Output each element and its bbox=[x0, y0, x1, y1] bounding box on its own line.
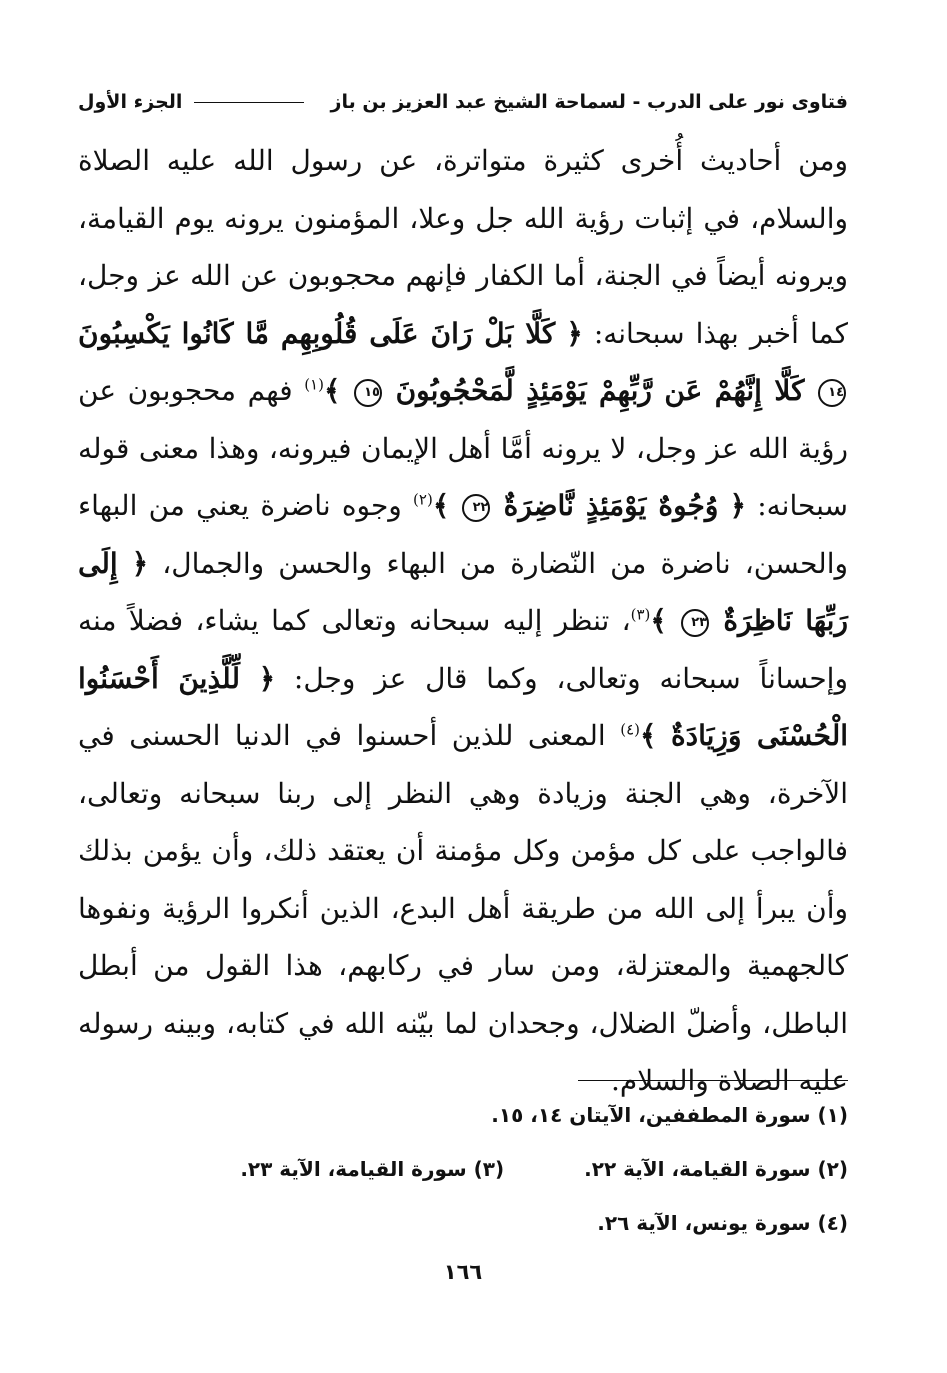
footnote-ref: (٤) bbox=[620, 720, 641, 739]
book-page bbox=[78, 80, 848, 1310]
quran-verse: كَلَّا إِنَّهُمْ عَن رَّبِّهِمْ يَوْمَئِذٍ لَّمَحْجُوبُونَ bbox=[395, 374, 805, 407]
text-segment: ومن أحاديث أُخرى كثيرة متواترة، عن رسول الله عليه الصلاة والسلام، في إثبات رؤية الله جل وعلا، المؤمنون يرونه يوم القيامة، ويرونه أيضاً في الجنة، أما الكفار فإنهم محجوبون عن الله عز وجل، كما أخبر بهذا سبحانه: bbox=[78, 144, 848, 350]
quran-open-brace: ﴿ bbox=[258, 661, 276, 695]
footnote-ref: (١) bbox=[304, 375, 324, 394]
footnote-ref: (٣) bbox=[630, 605, 651, 624]
footnote-line bbox=[78, 1142, 848, 1196]
header-title: فتاوى نور على الدرب - لسماحة الشيخ عبد العزيز بن باز bbox=[330, 91, 848, 113]
footnotes bbox=[78, 1088, 848, 1250]
footnote-4: (٤) سورة يونس، الآية ٢٦. bbox=[597, 1211, 848, 1235]
quran-verse: كَلَّا بَلْ رَانَ عَلَى قُلُوبِهِم مَّا كَانُوا يَكْسِبُونَ bbox=[78, 316, 556, 350]
running-header bbox=[78, 80, 848, 124]
quran-close-brace: ﴾ bbox=[640, 719, 657, 752]
ayah-number-marker: ٢٣ bbox=[681, 609, 709, 637]
text-segment: فهم محجوبون عن رؤية الله عز وجل، لا يرونه أمَّا أهل الإيمان فيرونه، وهذا معنى قوله سبحانه: bbox=[78, 374, 848, 522]
main-text bbox=[78, 132, 848, 1110]
footnote-1: (١) سورة المطففين، الآيتان ١٤، ١٥. bbox=[491, 1103, 848, 1127]
quran-close-brace: ﴾ bbox=[432, 489, 450, 522]
footnote-separator bbox=[578, 1080, 848, 1081]
footnote-3: (٣) سورة القيامة، الآية ٢٣. bbox=[240, 1157, 505, 1181]
quran-verse: لِّلَّذِينَ أَحْسَنُوا الْحُسْنَى وَزِيَادَةٌ bbox=[78, 661, 849, 752]
header-volume: الجزء الأول bbox=[78, 91, 183, 113]
quran-verse: وُجُوهٌ يَوْمَئِذٍ نَّاضِرَةٌ bbox=[503, 489, 719, 522]
footnote-2: (٢) سورة القيامة، الآية ٢٢. bbox=[584, 1157, 848, 1181]
header-volume-group bbox=[78, 91, 310, 113]
ayah-number-marker: ٢٢ bbox=[462, 494, 490, 522]
footnote-line bbox=[78, 1196, 848, 1250]
paragraph bbox=[78, 132, 848, 1110]
footnote-line bbox=[78, 1088, 848, 1142]
quran-open-brace: ﴿ bbox=[729, 489, 746, 522]
text-segment: ، تنظر إليه سبحانه وتعالى كما يشاء، فضلاً منه وإحساناً سبحانه وتعالى، وكما قال عز وجل: bbox=[78, 604, 848, 695]
text-segment: المعنى للذين أحسنوا في الدنيا الحسنى في الآخرة، وهي الجنة وزيادة وهي النظر إلى ربنا سبحانه وتعالى، فالواجب على كل مؤمن وكل مؤمنة أن يعتقد ذلك، وأن يؤمن بذلك وأن يبرأ إلى الله من طريقة أهل البدع، الذين أنكروا الرؤية ونفوها كالجهمية والمعتزلة، ومن سار في ركابهم، هذا القول من أبطل الباطل، وأضلّ الضلال، وجحدان لما بيّنه الله في كتابه، وبينه رسوله عليه الصلاة والسلام. bbox=[78, 719, 848, 1097]
quran-close-brace: ﴾ bbox=[323, 374, 341, 407]
page-number: ١٦٦ bbox=[443, 1260, 483, 1284]
quran-verse: إِلَى رَبِّهَا نَاظِرَةٌ bbox=[78, 546, 848, 637]
footnote-ref: (٢) bbox=[413, 490, 433, 509]
ayah-number-marker: ١٥ bbox=[354, 379, 382, 407]
quran-close-brace: ﴾ bbox=[650, 604, 667, 637]
text-segment: وجوه ناضرة يعني من البهاء والحسن، ناضرة من النّضارة من البهاء والحسن والجمال، bbox=[78, 489, 848, 580]
quran-open-brace: ﴿ bbox=[131, 546, 149, 580]
ayah-number-marker: ١٤ bbox=[818, 379, 846, 407]
quran-open-brace: ﴿ bbox=[566, 316, 583, 350]
header-rule bbox=[194, 102, 304, 103]
